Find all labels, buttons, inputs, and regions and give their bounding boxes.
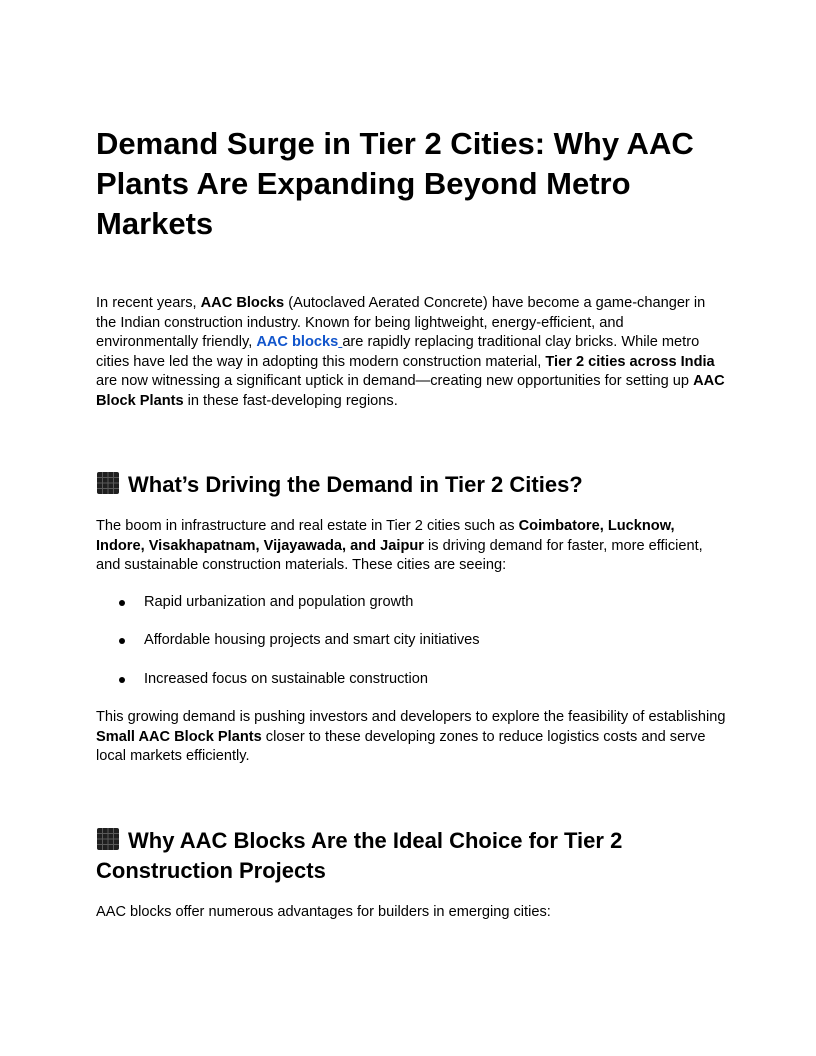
advantages-paragraph: AAC blocks offer numerous advantages for builders in emerging cities: [96, 903, 551, 920]
section-heading-ideal-choice [96, 826, 726, 886]
bullet-dot-icon [119, 600, 125, 606]
list-item [96, 670, 726, 690]
black-square-icon [96, 827, 120, 851]
growing-demand-paragraph [96, 708, 726, 767]
bullet-dot-icon [119, 677, 125, 683]
document-page [96, 124, 726, 922]
aac-blocks-link-text[interactable]: AAC blocks [256, 334, 339, 350]
intro-bold-aac-plants: AAC Block Plants [96, 373, 725, 409]
intro-text-2: (Autoclaved Aerated Concrete) have become a game-changer in the Indian construction industry. Known for being lightweight, energy-efficient, and environmentally friendly, [96, 295, 706, 350]
section-heading-demand [96, 470, 726, 500]
list-item-text: Rapid urbanization and population growth [144, 593, 414, 610]
intro-text-3: are rapidly replacing traditional clay bricks. While metro cities have led the way in adopting this modern construction material, [96, 334, 700, 370]
intro-paragraph [96, 294, 726, 411]
intro-bold-tier2: Tier 2 cities across India [545, 353, 715, 370]
boom-text-2: is driving demand for faster, more efficient, and sustainable construction materials. These cities are seeing: [96, 537, 703, 573]
list-item-text: Increased focus on sustainable construction [144, 670, 428, 687]
section-heading-demand-text: What’s Driving the Demand in Tier 2 Cities? [128, 472, 583, 497]
boom-bold-cities: Coimbatore, Lucknow, Indore, Visakhapatnam, Vijayawada, and Jaipur [96, 518, 675, 554]
aac-blocks-link[interactable] [256, 334, 342, 350]
intro-text-5: in these fast-developing regions. [183, 392, 398, 409]
page-title: Demand Surge in Tier 2 Cities: Why AAC Plants Are Expanding Beyond Metro Markets [96, 126, 694, 241]
intro-text-4: are now witnessing a significant uptick in demand—creating new opportunities for setting up [96, 373, 694, 389]
bullet-dot-icon [119, 638, 125, 644]
list-item [96, 631, 726, 651]
black-square-icon [96, 471, 120, 495]
drivers-list [96, 593, 726, 690]
list-item-text: Affordable housing projects and smart city initiatives [144, 632, 480, 648]
growing-bold-small-plants: Small AAC Block Plants [96, 728, 262, 745]
section-heading-ideal-choice-text: Why AAC Blocks Are the Ideal Choice for Tier 2 Construction Projects [96, 827, 623, 883]
boom-paragraph [96, 517, 726, 576]
intro-bold-aac-blocks: AAC Blocks [200, 295, 285, 311]
growing-text-2: closer to these developing zones to reduce logistics costs and serve local markets efficiently. [96, 728, 706, 764]
growing-text-1: This growing demand is pushing investors and developers to explore the feasibility of establishing [96, 709, 726, 725]
intro-text-1: In recent years, [96, 295, 201, 311]
list-item [96, 593, 726, 613]
boom-text-1: The boom in infrastructure and real estate in Tier 2 cities such as [96, 518, 519, 534]
